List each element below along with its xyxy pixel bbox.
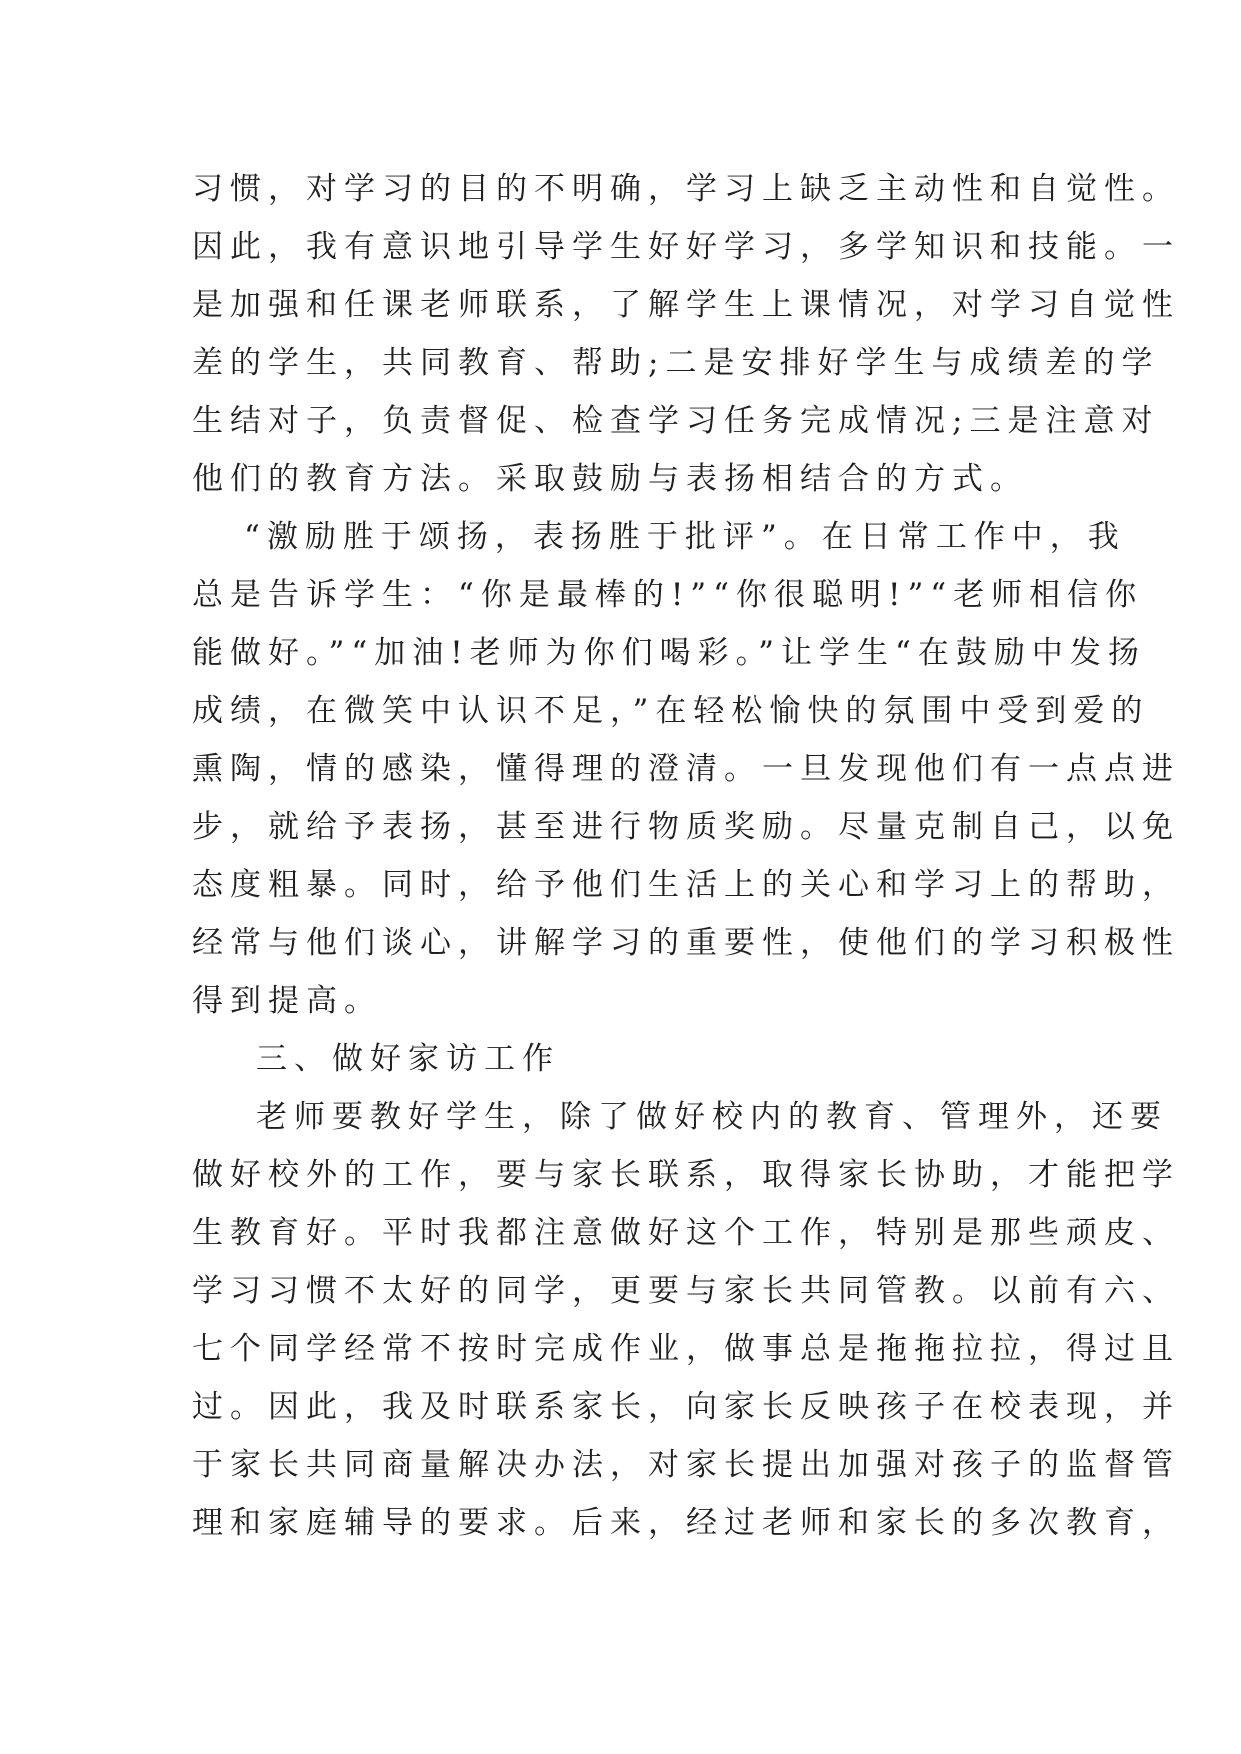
- text-line: 理和家庭辅导的要求。后来，经过老师和家长的多次教育，: [192, 1505, 1180, 1541]
- text-line: 他们的教育方法。采取鼓励与表扬相结合的方式。: [192, 461, 1028, 497]
- text-line: 过。因此，我及时联系家长，向家长反映孩子在校表现，并: [192, 1389, 1180, 1425]
- text-line: 学习习惯不太好的同学，更要与家长共同管教。以前有六、: [192, 1273, 1180, 1309]
- text-line: 生结对子，负责督促、检查学习任务完成情况;三是注意对: [192, 403, 1160, 439]
- text-line: 成绩，在微笑中认识不足，”在轻松愉快的氛围中受到爱的: [192, 693, 1150, 729]
- text-line: 生教育好。平时我都注意做好这个工作，特别是那些顽皮、: [192, 1215, 1180, 1251]
- text-line: 得到提高。: [192, 983, 382, 1019]
- text-line: 差的学生，共同教育、帮助;二是安排好学生与成绩差的学: [192, 345, 1160, 381]
- text-line: 步，就给予表扬，甚至进行物质奖励。尽量克制自己，以免: [192, 809, 1180, 845]
- text-line: 熏陶，情的感染，懂得理的澄清。一旦发现他们有一点点进: [192, 751, 1180, 787]
- text-line: 能做好。”“加油!老师为你们喝彩。”让学生“在鼓励中发扬: [192, 635, 1146, 671]
- text-line: 做好校外的工作，要与家长联系，取得家长协助，才能把学: [192, 1157, 1180, 1193]
- section-heading: 三、做好家访工作: [256, 1041, 560, 1077]
- text-line: 态度粗暴。同时，给予他们生活上的关心和学习上的帮助，: [192, 867, 1180, 903]
- text-line: 习惯，对学习的目的不明确，学习上缺乏主动性和自觉性。: [192, 171, 1180, 207]
- text-line: 经常与他们谈心，讲解学习的重要性，使他们的学习积极性: [192, 925, 1180, 961]
- text-line: 老师要教好学生，除了做好校内的教育、管理外，还要: [256, 1099, 1168, 1135]
- text-line: 总是告诉学生：“你是最棒的!”“你很聪明!”“老师相信你: [192, 577, 1144, 613]
- text-line: 七个同学经常不按时完成作业，做事总是拖拖拉拉，得过且: [192, 1331, 1180, 1367]
- text-line: 因此，我有意识地引导学生好好学习，多学知识和技能。一: [192, 229, 1180, 265]
- text-line: 于家长共同商量解决办法，对家长提出加强对孩子的监督管: [192, 1447, 1180, 1483]
- text-line: 是加强和任课老师联系，了解学生上课情况，对学习自觉性: [192, 287, 1180, 323]
- document-body: [192, 160, 1180, 1552]
- text-line: “激励胜于颂扬，表扬胜于批评”。在日常工作中，我: [244, 519, 1126, 555]
